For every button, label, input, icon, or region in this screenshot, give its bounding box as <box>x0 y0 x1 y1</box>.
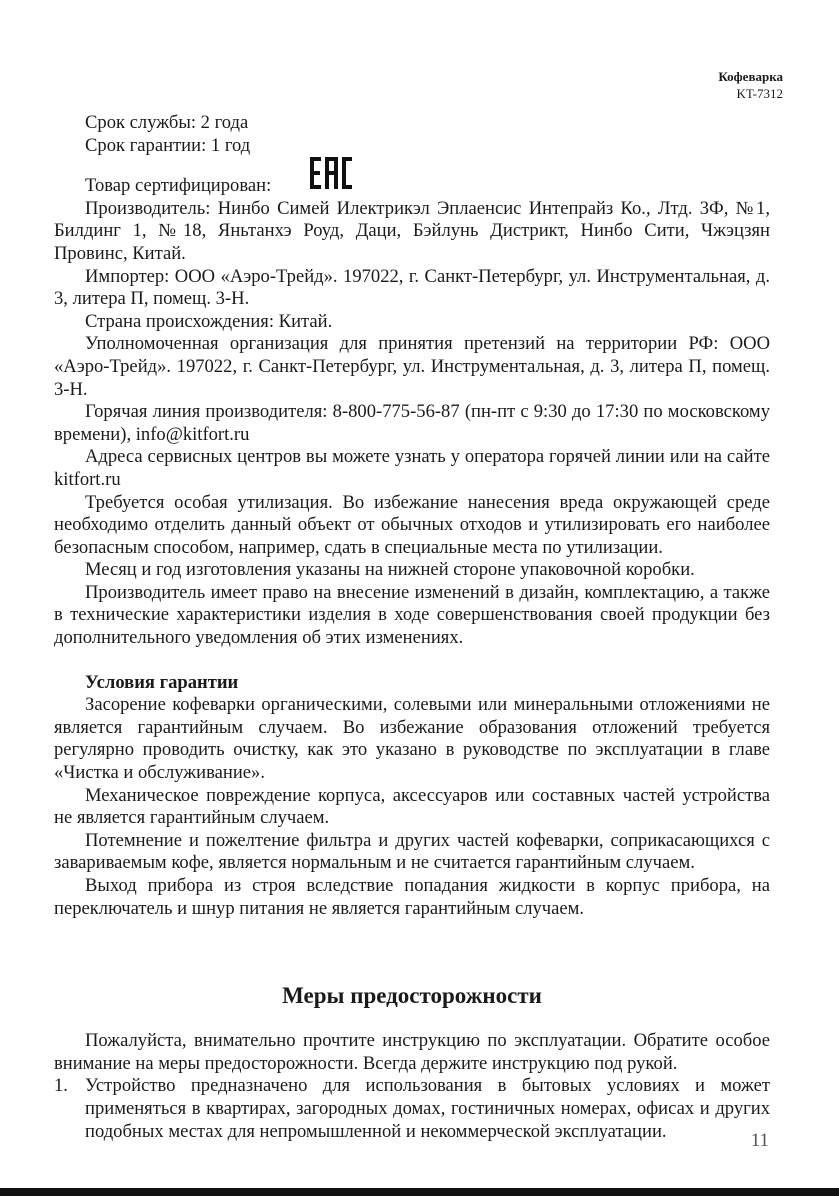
warranty-paragraph: Потемнение и пожелтение фильтра и других частей кофеварки, соприкасающихся с завариваемым кофе, является нормальным и не считается гарантийным случаем. <box>54 829 770 874</box>
list-item-number: 1. <box>54 1075 68 1097</box>
product-title: Кофеварка <box>718 69 783 84</box>
disposal-info: Требуется особая утилизация. Во избежание нанесения вреда окружающей среде необходимо отделить данный объект от обычных отходов и утилизировать его наиболее безопасным способом, например, сдать в специальные места по утилизации. <box>54 491 770 558</box>
list-item-text: Устройство предназначено для использования в бытовых условиях и может применяться в квартирах, загородных домах, гостиничных номерах, офисах и других подобных местах для непромышленной и некоммерческой эксплуатации. <box>85 1075 770 1142</box>
service-life: Срок службы: 2 года <box>85 112 249 133</box>
precautions-intro: Пожалуйста, внимательно прочтите инструкцию по эксплуатации. Обратите особое внимание на меры предосторожности. Всегда держите инструкцию под рукой. <box>54 1030 770 1074</box>
warranty-period: Срок гарантии: 1 год <box>85 134 251 156</box>
page-content <box>54 112 770 1143</box>
page-header <box>718 68 783 102</box>
page-number: 11 <box>750 1130 769 1151</box>
certified-label: Товар сертифицирован: <box>85 175 272 197</box>
eac-mark-icon <box>279 157 352 196</box>
precautions-heading: Меры предосторожности <box>282 983 542 1009</box>
authorized-organization: Уполномоченная организация для принятия претензий на территории РФ: ООО «Аэро-Трейд». 197022, г. Санкт-Петербург, ул. Инструментальная, д. 3, литера П, помещ. 3-Н. <box>54 333 770 400</box>
list-item <box>54 1075 770 1143</box>
product-model: KT-7312 <box>736 86 783 101</box>
country-of-origin: Страна происхождения: Китай. <box>85 310 333 332</box>
changes-notice: Производитель имеет право на внесение изменений в дизайн, комплектацию, а также в технические характеристики изделия в ходе совершенствования своей продукции без дополнительного уведомления об этих изменениях. <box>54 581 770 649</box>
importer-info: Импортер: ООО «Аэро-Трейд». 197022, г. Санкт-Петербург, ул. Инструментальная, д. 3, литера П, помещ. 3-Н. <box>54 265 770 310</box>
warranty-title: Условия гарантии <box>85 671 239 693</box>
manufacturer-info: Производитель: Нинбо Симей Илектрикэл Эплаенсис Интепрайз Ко., Лтд. 3Ф, №1, Билдинг 1, №18, Яньтанхэ Роуд, Даци, Бэйлунь Дистрикт, Нинбо Сити, Чжэцзян Провинс, Китай. <box>54 197 770 264</box>
warranty-paragraph: Механическое повреждение корпуса, аксессуаров или составных частей устройства не является гарантийным случаем. <box>54 784 770 829</box>
service-centers-info: Адреса сервисных центров вы можете узнать у оператора горячей линии или на сайте kitfort.ru <box>54 446 770 490</box>
warranty-paragraph: Выход прибора из строя вследствие попадания жидкости в корпус прибора, на переключатель и шнур питания не является гарантийным случаем. <box>54 875 770 919</box>
warranty-paragraph: Засорение кофеварки органическими, солевыми или минеральными отложениями не является гарантийным случаем. Во избежание образования отложений требуется регулярно проводить очистку, как это указано в руководстве по эксплуатации в главе «Чистка и обслуживание». <box>54 694 770 784</box>
hotline-info: Горячая линия производителя: 8-800-775-56-87 (пн-пт с 9:30 до 17:30 по московскому времени), info@kitfort.ru <box>54 401 770 445</box>
certification-line <box>54 157 770 198</box>
manufacture-date-info: Месяц и год изготовления указаны на нижней стороне упаковочной коробки. <box>85 559 695 581</box>
bottom-rule <box>0 1188 839 1196</box>
